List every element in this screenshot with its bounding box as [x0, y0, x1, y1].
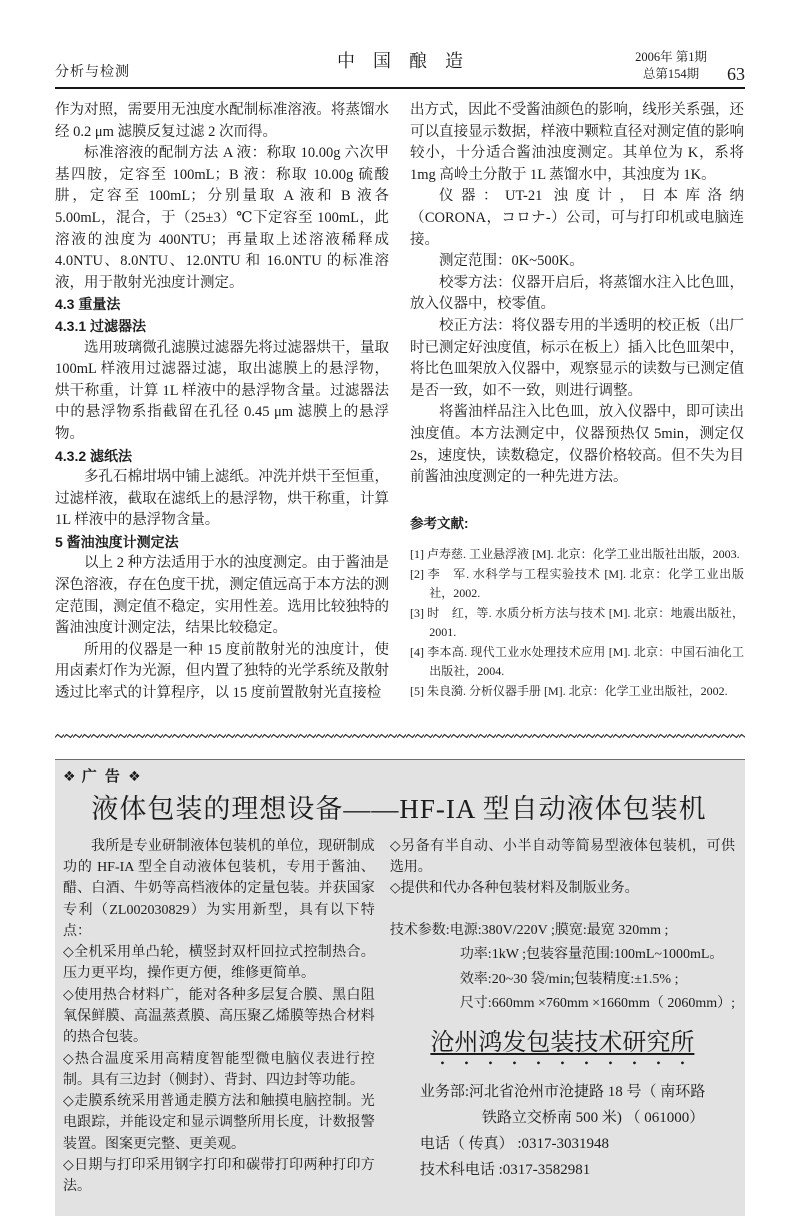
paragraph: 所用的仪器是一种 15 度前散射光的浊度计，使用卤素灯作为光源，但内置了独特的光学系统及散射透过比率式的计算程序，以 15 度前置散射光直接检: [55, 641, 389, 702]
diamond-icon: ❖: [63, 767, 76, 784]
paragraph: 测定范围：0K~500K。: [439, 253, 584, 270]
issue-line-top: 2006年 第1期: [635, 50, 707, 64]
reference-item: [4] 李本高. 现代工业水处理技术应用 [M]. 北京：中国石油化工出版社，2004.: [410, 644, 744, 679]
paragraph: 4.3 重量法: [55, 296, 121, 313]
zigzag-divider: [55, 733, 745, 739]
paragraph: 选用玻璃微孔滤膜过滤器先将过滤器烘干，量取 100mL 样液用过滤器过滤，取出滤膜上的悬浮物，烘干称重，计算 1L 样液中的悬浮物含量。过滤器法中的悬浮物系指截留在孔径 0.45 μm 滤膜上的悬浮物。: [55, 339, 389, 442]
ad-label: [63, 765, 735, 786]
right-column-paragraphs: [410, 100, 744, 489]
ad-columns: [63, 836, 735, 1198]
tech-param-line: 尺寸:660mm ×760mm ×1660mm（ 2060mm）;: [459, 996, 735, 1012]
ad-paragraph: ◇走膜系统采用普通走膜方法和触摸电脑控制。光电跟踪，并能设定和显示调整所用长度，计数报警装置。图案更完整、更美观。: [63, 1094, 375, 1152]
contact-line: 铁路立交桥南 500 米) （ 061000）: [481, 1109, 705, 1126]
reference-item: [2] 李 军. 水科学与工程实验技术 [M]. 北京：化学工业出版社，2002.: [410, 566, 744, 601]
paragraph: 仪器：UT-21 浊度计，日本库洛纳（CORONA，コロナ-）公司，可与打印机或电脑连接。: [410, 188, 744, 248]
paragraph: 4.3.1 过滤器法: [55, 317, 147, 334]
paragraph: 以上 2 种方法适用于水的浊度测定。由于酱油是深色溶液，存在色度干扰，测定值远高于本方法的测定范围，测定值不稳定，实用性差。选用比较独特的酱油浊度计测定法，结果比较稳定。: [55, 555, 389, 637]
paragraph: 标准溶液的配制方法 A 液：称取 10.00g 六次甲基四胺，定容至 100mL；B 液：称取 10.00g 硫酸肼，定容至 100mL；分别量取 A 液和 B 液各 5.00mL，混合，于（25±3）℃下定容至 100mL，此溶液的浊度为 400NTU；再量取上述溶液稀释成 4.0NTU、8.0NTU、12.0NTU 和 16.0NTU 的标准溶液，用于散射光浊度计测定。: [55, 145, 389, 291]
ad-title: 液体包装的理想设备——HF-IA 型自动液体包装机: [91, 793, 707, 824]
ad-left-column: [63, 836, 375, 1198]
journal-title: 中 国 酿 造: [337, 51, 463, 71]
ad-paragraph: ◇热合温度采用高精度智能型微电脑仪表进行控制。具有三边封（侧封）、背封、四边封等功能。: [63, 1051, 375, 1088]
article-right-column: [410, 100, 744, 705]
ad-section: [55, 759, 745, 1216]
diamond-icon: ❖: [128, 767, 141, 784]
reference-item: [5] 朱良漪. 分析仪器手册 [M]. 北京：化学工业出版社，2002.: [410, 683, 728, 698]
contact-info: [390, 1079, 735, 1183]
references-list: [410, 545, 744, 701]
ad-bullet: ◇另备有半自动、小半自动等简易型液体包装机，可供选用。: [389, 838, 735, 875]
issue-line-bottom: 总第154期: [642, 67, 700, 81]
ad-paragraph: ◇全机采用单凸轮，横竖封双杆回拉式控制热合。压力更平均，操作更方便，维修更简单。: [63, 945, 375, 982]
ad-paragraph: ◇日期与打印采用钢字打印和碳带打印两种打印方法。: [63, 1158, 375, 1195]
tech-param-line: 效率:20~30 袋/min;包装精度:±1.5% ;: [459, 971, 679, 987]
paragraph: 将酱油样品注入比色皿，放入仪器中，即可读出浊度值。本方法测定中，仪器预热仅 5min，测定仅 2s，速度快，读数稳定，仪器价格较高。但不失为目前酱油浊度测定的一种先进方法。: [410, 404, 744, 486]
paragraph: 出方式，因此不受酱油颜色的影响，线形关系强，还可以直接显示数据，样液中颗粒直径对测定值的影响较小，十分适合酱油浊度测定。其单位为 K，系将 1mg 高岭土分散于 1L 蒸馏水中，其浊度为 1K。: [410, 102, 744, 183]
section-label: 分析与检测: [55, 65, 130, 80]
ad-right-column: [390, 836, 735, 1198]
page-header: [55, 34, 745, 89]
paragraph: 5 酱油浊度计测定法: [55, 533, 179, 550]
ad-label-text: 广 告: [81, 767, 122, 785]
page-number: 63: [727, 64, 745, 84]
references-title: 参考文献:: [410, 515, 469, 531]
ad-bullet: ◇提供和代办各种包装材料及制版业务。: [389, 881, 639, 897]
paragraph: 校零方法：仪器开启后，将蒸馏水注入比色皿，放入仪器中，校零值。: [410, 274, 744, 313]
tech-params: [390, 919, 735, 1017]
tech-param-line: 功率:1kW ;包装容量范围:100mL~1000mL。: [459, 947, 724, 963]
company-name: 沧州鸿发包装技术研究所: [430, 1029, 695, 1056]
ad-paragraph: ◇使用热合材料广，能对各种多层复合膜、黑白阻氧保鲜膜、高温蒸煮膜、高压聚乙烯膜等热合材料的热合包装。: [63, 987, 375, 1046]
contact-line: 业务部:河北省沧州市沧捷路 18 号（ 南环路: [419, 1083, 706, 1100]
ad-right-bullets: [390, 836, 735, 900]
contact-line: 技术科电话 :0317-3582981: [419, 1161, 591, 1178]
paragraph: 多孔石棉坩埚中铺上滤纸。冲洗并烘干至恒重，过滤样液，截取在滤纸上的悬浮物，烘干称重，计算 1L 样液中的悬浮物含量。: [55, 469, 389, 529]
article-body: [55, 100, 745, 705]
contact-line: 电话（ 传真） :0317-3031948: [419, 1135, 609, 1152]
tech-param-line: 技术参数:电源:380V/220V ;膜宽:最宽 320mm ;: [389, 922, 669, 938]
ad-paragraph: 我所是专业研制液体包装机的单位，现研制成功的 HF-IA 型全自动液体包装机，专用于酱油、醋、白酒、牛奶等高档液体的定量包装。并获国家专利（ZL002030829）为实用新型，具有以下特点：: [63, 838, 375, 939]
references-section: [410, 513, 744, 702]
issue-info: [635, 49, 707, 83]
paragraph: 作为对照，需要用无浊度水配制标准溶液。将蒸馏水经 0.2 μm 滤膜反复过滤 2 次而得。: [55, 102, 389, 140]
reference-item: [3] 时 红，等. 水质分析方法与技术 [M]. 北京：地震出版社，2001.: [410, 605, 744, 640]
article-left-column: [55, 100, 389, 705]
reference-item: [1] 卢寿慈. 工业悬浮液 [M]. 北京：化学工业出版社出版，2003.: [410, 547, 740, 562]
issue-block: [635, 49, 745, 83]
paragraph: 校正方法：将仪器专用的半透明的校正板（出厂时已测定好浊度值，标示在板上）插入比色皿架中，将比色皿架放入仪器中，观察显示的读数与已测定值是否一致，如不一致，则进行调整。: [410, 317, 744, 399]
paragraph: 4.3.2 滤纸法: [55, 447, 133, 464]
